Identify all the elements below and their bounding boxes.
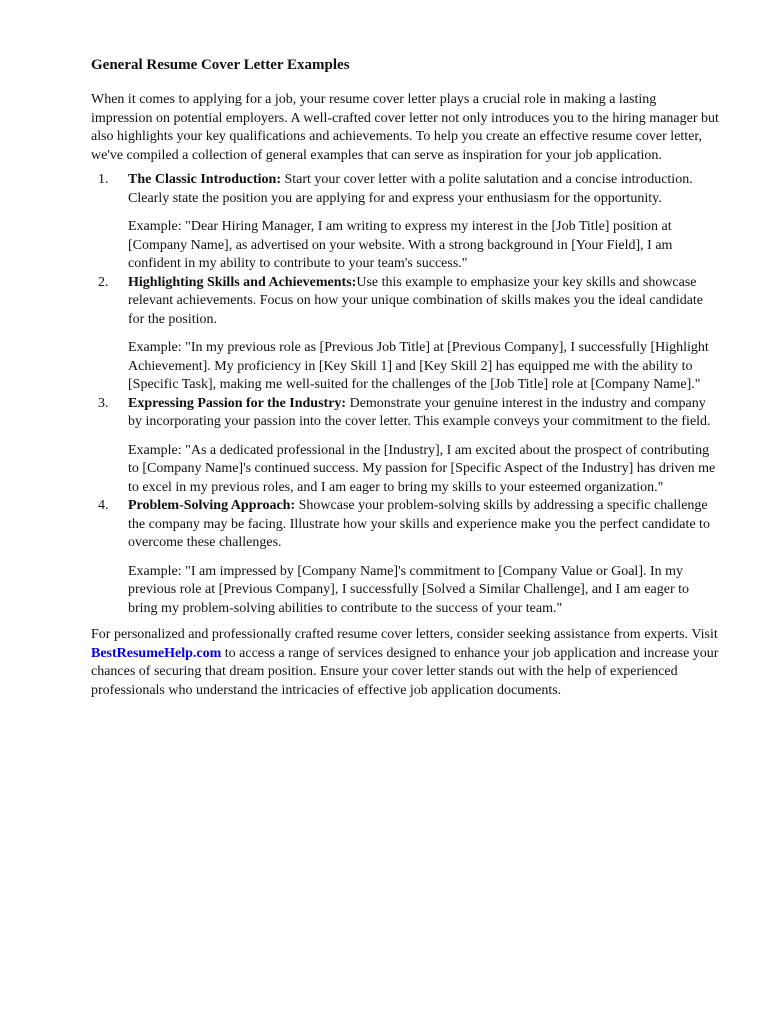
list-item-number: 1.	[98, 172, 109, 187]
list-item-text: Use this example to emphasize your key skills and showcase relevant achievements. Focus on how your unique combination of skills makes you the ideal candidate for the position.	[128, 274, 704, 327]
list-item-number: 3.	[98, 395, 109, 411]
list-item-heading: Highlighting Skills and Achievements:	[128, 274, 357, 290]
list-item-description	[128, 274, 721, 330]
list-item-description	[128, 395, 721, 432]
list-item	[91, 497, 721, 618]
page-title: General Resume Cover Letter Examples	[91, 57, 350, 73]
list-item-heading: Problem-Solving Approach:	[128, 498, 296, 513]
list-item-heading: Expressing Passion for the Industry:	[128, 395, 347, 411]
intro-paragraph: When it comes to applying for a job, your resume cover letter plays a crucial role in making a lasting impression on potential employers. A well-crafted cover letter not only introduces you to the hiring manager but also highlights your key qualifications and achievements. To help you create an effective resume cover letter, we've compiled a collection of general examples that can serve as inspiration for your job application.	[91, 92, 719, 163]
list-item-text: Showcase your problem-solving skills by addressing a specific challenge the company may be facing. Illustrate how your skills and experience make you the perfect candidate to overcome these challenges.	[128, 498, 710, 550]
list-item-text: Start your cover letter with a polite salutation and a concise introduction. Clearly state the position you are applying for and express your enthusiasm for the opportunity.	[128, 172, 693, 206]
list-item-number: 2.	[98, 274, 109, 290]
closing-paragraph	[91, 626, 721, 700]
list-item	[91, 395, 721, 498]
examples-list	[91, 171, 721, 618]
bestresumehelp-link[interactable]: BestResumeHelp.com	[91, 645, 222, 661]
list-item-example: Example: "Dear Hiring Manager, I am writing to express my interest in the [Job Title] position at [Company Name], as advertised on your website. With a strong background in [Your Field], I am confident in my ability to contribute to your team's success."	[128, 219, 673, 271]
list-item-description	[128, 171, 721, 208]
list-item-description	[128, 497, 721, 553]
list-item-example: Example: "As a dedicated professional in the [Industry], I am excited about the prospect of contributing to [Company Name]'s continued success. My passion for [Specific Aspect of the Industry] has driven me to excel in my previous roles, and I am eager to bring my skills to your esteemed organization."	[128, 442, 716, 495]
list-item-heading: The Classic Introduction:	[128, 172, 281, 187]
list-item-example: Example: "In my previous role as [Previous Job Title] at [Previous Company], I successfully [Highlight Achievement]. My proficiency in [Key Skill 1] and [Key Skill 2] has equipped me with the ability to [Specific Task], making me well-suited for the challenges of the [Job Title] role at [Company Name]."	[128, 340, 709, 392]
list-item-example: Example: "I am impressed by [Company Name]'s commitment to [Company Value or Goal]. In my previous role at [Previous Company], I successfully [Solved a Similar Challenge], and I am eager to bring my problem-solving abilities to contribute to the success of your team."	[128, 563, 690, 616]
list-item	[91, 171, 721, 274]
list-item-text: Demonstrate your genuine interest in the industry and company by incorporating your passion into the cover letter. This example conveys your commitment to the field.	[128, 395, 711, 429]
list-item-number: 4.	[98, 498, 109, 513]
closing-text-before-link: For personalized and professionally crafted resume cover letters, consider seeking assistance from experts. Visit	[91, 627, 718, 642]
list-item	[91, 274, 721, 395]
closing-text-after-link: to access a range of services designed to enhance your job application and increase your chances of securing that dream position. Ensure your cover letter stands out with the help of experienced professionals who understand the intricacies of effective job application documents.	[91, 645, 719, 698]
